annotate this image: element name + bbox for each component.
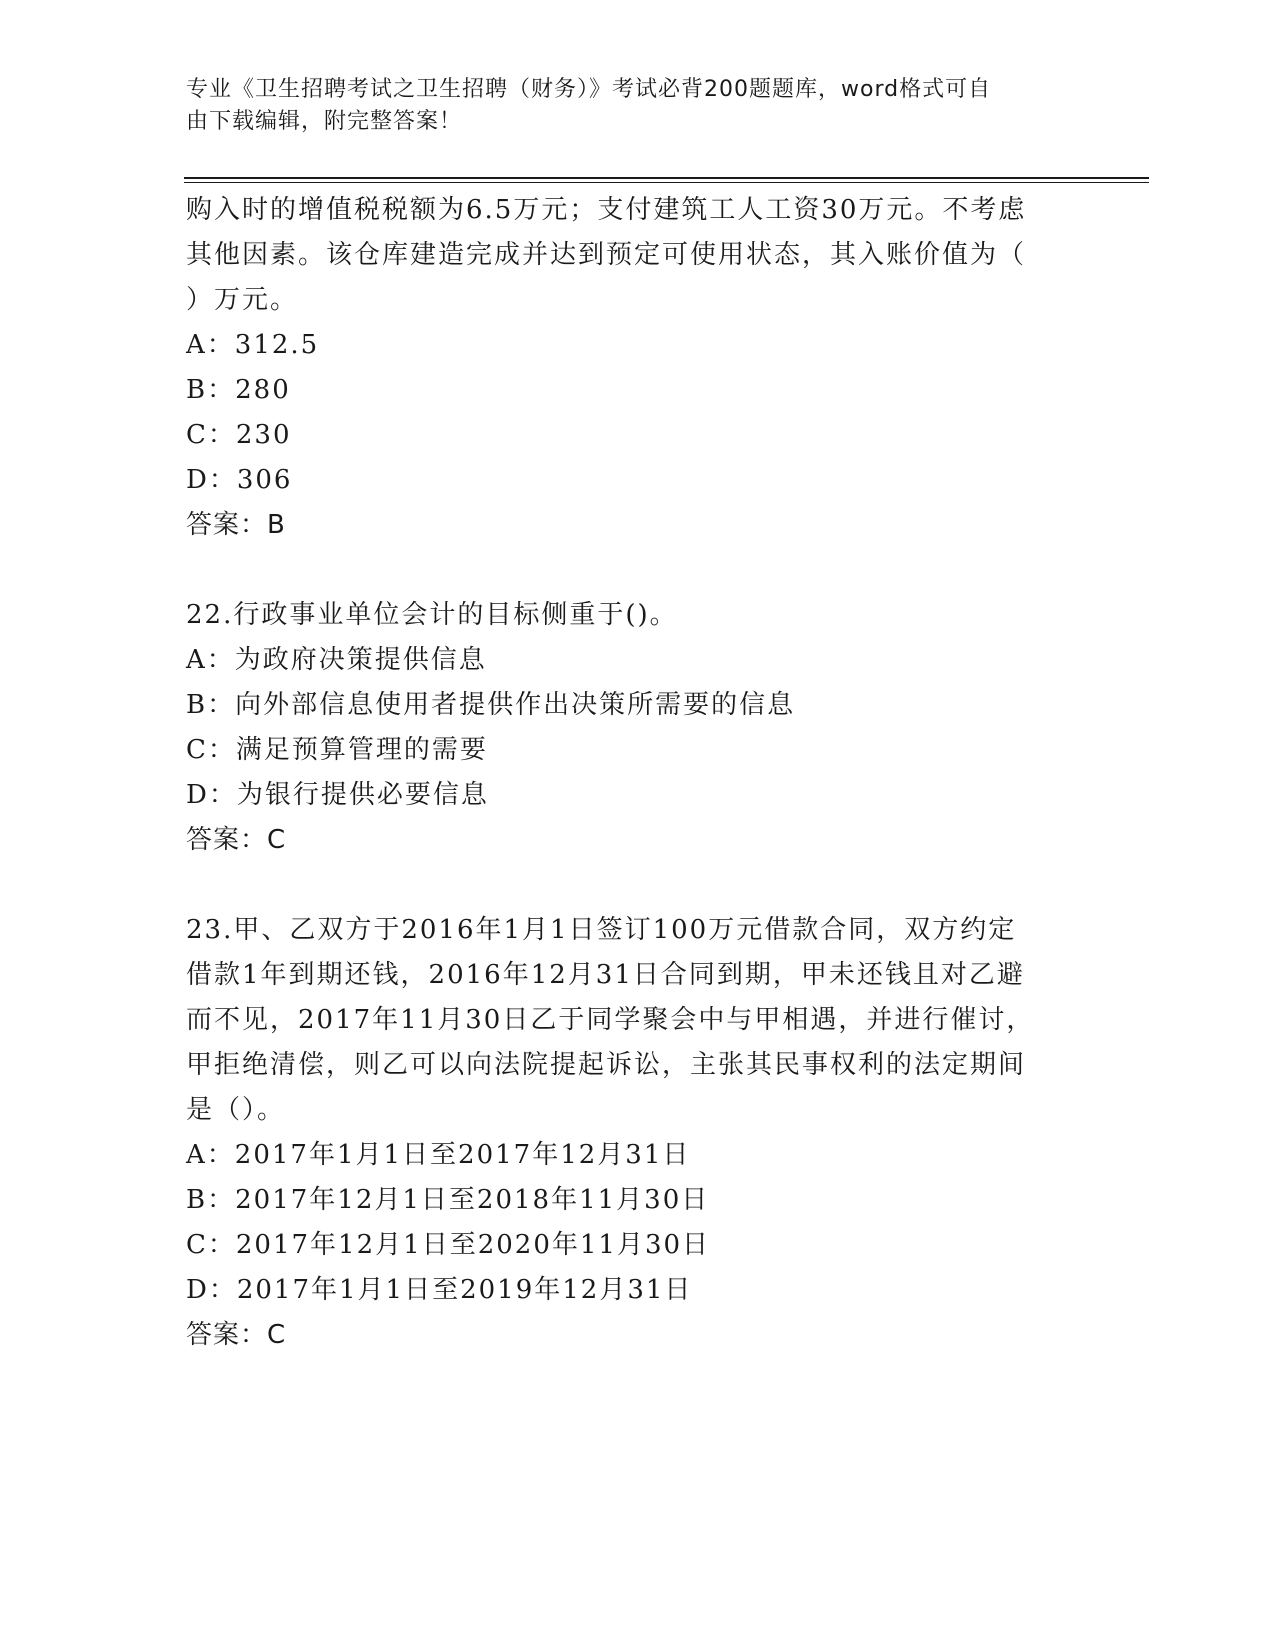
- header-rule-thick: [184, 177, 1149, 179]
- header-rule-thin: [184, 182, 1149, 183]
- question-stem-line: 23.甲、乙双方于2016年1月1日签订100万元借款合同，双方约定: [186, 915, 1017, 945]
- spacer: [186, 863, 1066, 908]
- question-stem-line: 借款1年到期还钱，2016年12月31日合同到期，甲未还钱且对乙避: [186, 960, 1025, 990]
- question-stem-line: 购入时的增值税税额为6.5万元；支付建筑工人工资30万元。不考虑: [186, 195, 1027, 225]
- answer-line: 答案：C: [186, 825, 287, 855]
- header-line-2: 由下载编辑，附完整答案！: [186, 109, 463, 134]
- option-d: D：为银行提供必要信息: [186, 780, 489, 810]
- question-21: [186, 188, 1066, 548]
- option-d: D：306: [186, 465, 293, 495]
- option-a: A：312.5: [186, 330, 320, 360]
- option-c: C：满足预算管理的需要: [186, 735, 488, 765]
- option-d: D：2017年1月1日至2019年12月31日: [186, 1275, 693, 1305]
- option-a: A：为政府决策提供信息: [186, 645, 487, 675]
- question-stem-line: ）万元。: [186, 285, 299, 315]
- option-b: B：向外部信息使用者提供作出决策所需要的信息: [186, 690, 796, 720]
- question-stem-line: 是（）。: [186, 1095, 286, 1125]
- spacer: [186, 548, 1066, 593]
- option-c: C：2017年12月1日至2020年11月30日: [186, 1230, 711, 1260]
- document-header: [186, 74, 1086, 138]
- question-23: [186, 908, 1066, 1358]
- answer-line: 答案：B: [186, 510, 286, 540]
- question-stem-line: 22.行政事业单位会计的目标侧重于()。: [186, 600, 678, 630]
- question-22: [186, 593, 1066, 863]
- answer-line: 答案：C: [186, 1320, 287, 1350]
- question-stem-line: 其他因素。该仓库建造完成并达到预定可使用状态，其入账价值为（: [186, 240, 1027, 270]
- question-stem-line: 甲拒绝清偿，则乙可以向法院提起诉讼，主张其民事权利的法定期间: [186, 1050, 1027, 1080]
- option-c: C：230: [186, 420, 292, 450]
- header-line-1: 专业《卫生招聘考试之卫生招聘（财务）》考试必背200题题库，word格式可自: [186, 77, 992, 102]
- option-b: B：2017年12月1日至2018年11月30日: [186, 1185, 710, 1215]
- question-stem-line: 而不见，2017年11月30日乙于同学聚会中与甲相遇，并进行催讨，: [186, 1005, 1035, 1035]
- document-body: [186, 188, 1066, 1358]
- option-a: A：2017年1月1日至2017年12月31日: [186, 1140, 691, 1170]
- option-b: B：280: [186, 375, 291, 405]
